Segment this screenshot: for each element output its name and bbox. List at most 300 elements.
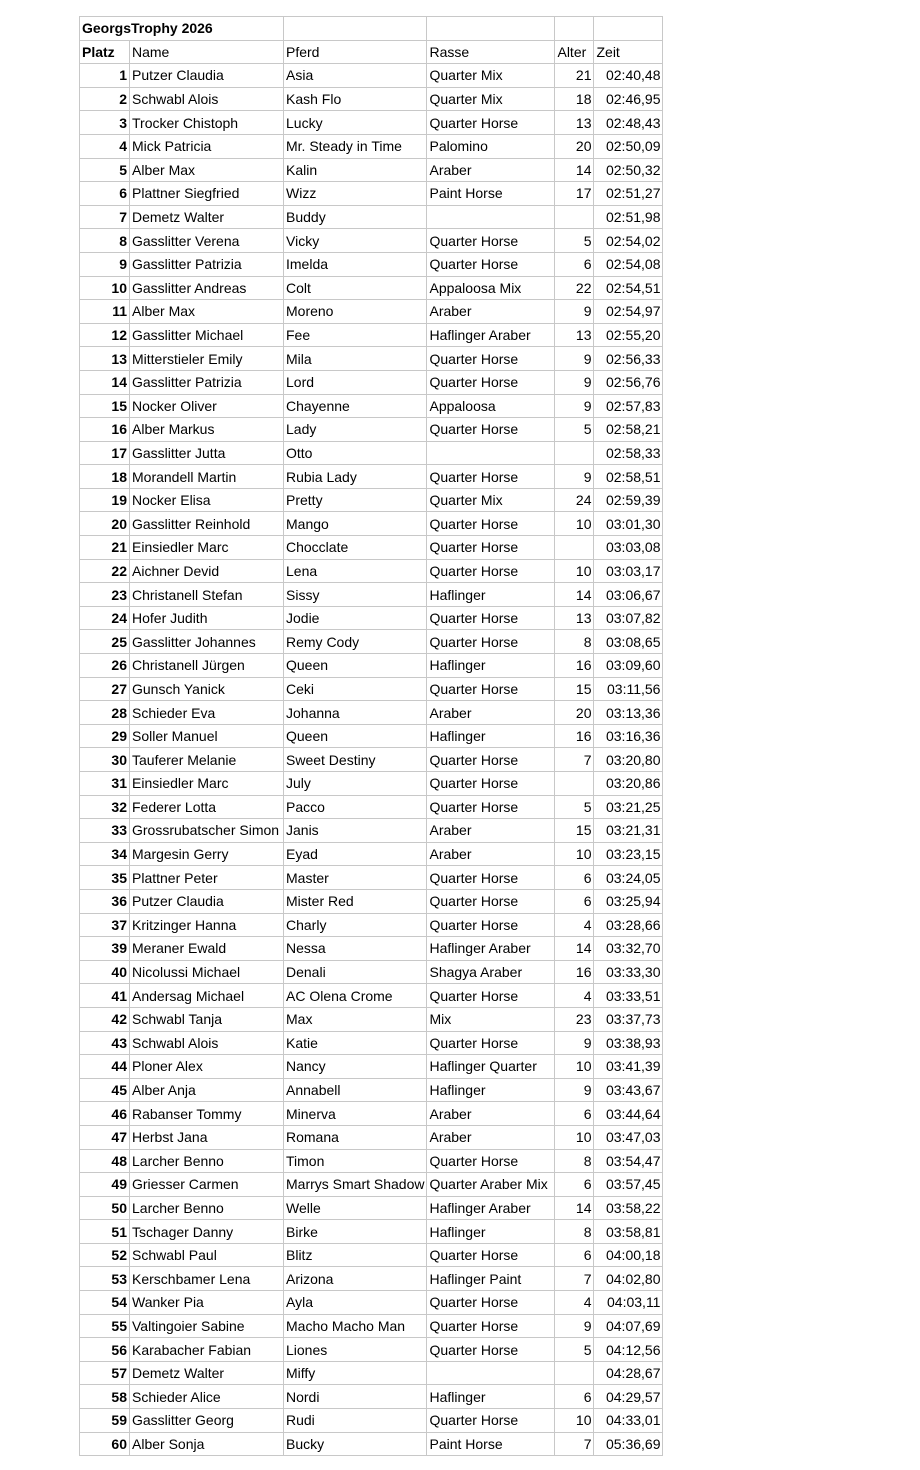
- cell-alter: 16: [555, 654, 594, 678]
- cell-pferd: Annabell: [284, 1078, 427, 1102]
- cell-alter: 14: [555, 1196, 594, 1220]
- empty-cell: [555, 17, 594, 41]
- cell-platz: 51: [80, 1220, 130, 1244]
- cell-name: Gasslitter Patrizia: [130, 370, 284, 394]
- cell-alter: 17: [555, 182, 594, 206]
- cell-alter: 5: [555, 229, 594, 253]
- cell-name: Christanell Stefan: [130, 583, 284, 607]
- cell-rasse: Araber: [427, 842, 555, 866]
- cell-alter: 14: [555, 158, 594, 182]
- cell-alter: 22: [555, 276, 594, 300]
- cell-platz: 3: [80, 111, 130, 135]
- cell-zeit: 05:36,69: [594, 1432, 663, 1456]
- table-row: [80, 134, 663, 158]
- title-row: [80, 17, 663, 41]
- cell-platz: 13: [80, 347, 130, 371]
- cell-rasse: Haflinger: [427, 654, 555, 678]
- cell-name: Gunsch Yanick: [130, 677, 284, 701]
- cell-rasse: Quarter Horse: [427, 772, 555, 796]
- header-pferd: Pferd: [284, 40, 427, 64]
- cell-platz: 11: [80, 300, 130, 324]
- cell-alter: 5: [555, 1338, 594, 1362]
- cell-alter: [555, 772, 594, 796]
- cell-zeit: 02:54,08: [594, 252, 663, 276]
- table-row: [80, 1267, 663, 1291]
- cell-pferd: Rudi: [284, 1409, 427, 1433]
- table-row: [80, 795, 663, 819]
- cell-alter: 10: [555, 842, 594, 866]
- cell-zeit: 03:37,73: [594, 1007, 663, 1031]
- cell-alter: 15: [555, 819, 594, 843]
- cell-name: Tschager Danny: [130, 1220, 284, 1244]
- cell-platz: 4: [80, 134, 130, 158]
- cell-platz: 5: [80, 158, 130, 182]
- cell-name: Alber Max: [130, 158, 284, 182]
- cell-pferd: Nancy: [284, 1055, 427, 1079]
- cell-name: Schwabl Paul: [130, 1243, 284, 1267]
- cell-pferd: Ayla: [284, 1291, 427, 1315]
- cell-alter: 6: [555, 1385, 594, 1409]
- table-row: [80, 1409, 663, 1433]
- cell-alter: 7: [555, 1267, 594, 1291]
- cell-name: Hofer Judith: [130, 606, 284, 630]
- cell-pferd: Nordi: [284, 1385, 427, 1409]
- cell-zeit: 03:21,31: [594, 819, 663, 843]
- cell-zeit: 03:13,36: [594, 701, 663, 725]
- cell-zeit: 03:33,30: [594, 960, 663, 984]
- cell-zeit: 02:40,48: [594, 64, 663, 88]
- cell-rasse: Quarter Horse: [427, 677, 555, 701]
- cell-pferd: Welle: [284, 1196, 427, 1220]
- table-row: [80, 1031, 663, 1055]
- table-row: [80, 1196, 663, 1220]
- cell-alter: 9: [555, 300, 594, 324]
- cell-pferd: Chayenne: [284, 394, 427, 418]
- cell-rasse: Haflinger: [427, 724, 555, 748]
- cell-platz: 36: [80, 889, 130, 913]
- cell-rasse: Quarter Horse: [427, 559, 555, 583]
- cell-zeit: 02:46,95: [594, 87, 663, 111]
- cell-alter: 9: [555, 1078, 594, 1102]
- table-row: [80, 1102, 663, 1126]
- table-row: [80, 1432, 663, 1456]
- cell-pferd: Sissy: [284, 583, 427, 607]
- cell-rasse: Quarter Horse: [427, 1338, 555, 1362]
- cell-alter: [555, 1361, 594, 1385]
- cell-zeit: 02:51,98: [594, 205, 663, 229]
- cell-zeit: 02:58,51: [594, 465, 663, 489]
- cell-platz: 54: [80, 1291, 130, 1315]
- cell-alter: 24: [555, 488, 594, 512]
- cell-name: Wanker Pia: [130, 1291, 284, 1315]
- cell-pferd: Asia: [284, 64, 427, 88]
- table-row: [80, 1125, 663, 1149]
- cell-pferd: Minerva: [284, 1102, 427, 1126]
- cell-zeit: 03:28,66: [594, 913, 663, 937]
- cell-zeit: 03:24,05: [594, 866, 663, 890]
- cell-alter: [555, 536, 594, 560]
- cell-zeit: 03:20,86: [594, 772, 663, 796]
- cell-alter: 8: [555, 1149, 594, 1173]
- cell-platz: 10: [80, 276, 130, 300]
- cell-name: Christanell Jürgen: [130, 654, 284, 678]
- cell-alter: 8: [555, 1220, 594, 1244]
- cell-alter: 20: [555, 134, 594, 158]
- cell-rasse: Quarter Horse: [427, 1291, 555, 1315]
- cell-name: Herbst Jana: [130, 1125, 284, 1149]
- cell-zeit: 02:57,83: [594, 394, 663, 418]
- table-row: [80, 960, 663, 984]
- cell-alter: 23: [555, 1007, 594, 1031]
- cell-rasse: Araber: [427, 300, 555, 324]
- table-row: [80, 1055, 663, 1079]
- header-alter: Alter: [555, 40, 594, 64]
- table-row: [80, 1314, 663, 1338]
- cell-alter: 14: [555, 937, 594, 961]
- cell-name: Ploner Alex: [130, 1055, 284, 1079]
- cell-alter: 7: [555, 748, 594, 772]
- cell-rasse: Quarter Horse: [427, 748, 555, 772]
- cell-alter: 6: [555, 866, 594, 890]
- cell-zeit: 02:48,43: [594, 111, 663, 135]
- cell-pferd: Queen: [284, 724, 427, 748]
- empty-cell: [284, 17, 427, 41]
- cell-rasse: [427, 205, 555, 229]
- table-row: [80, 536, 663, 560]
- cell-pferd: Fee: [284, 323, 427, 347]
- cell-pferd: Birke: [284, 1220, 427, 1244]
- cell-zeit: 03:47,03: [594, 1125, 663, 1149]
- cell-zeit: 04:07,69: [594, 1314, 663, 1338]
- cell-zeit: 04:29,57: [594, 1385, 663, 1409]
- cell-name: Gasslitter Michael: [130, 323, 284, 347]
- cell-pferd: Otto: [284, 441, 427, 465]
- table-row: [80, 772, 663, 796]
- cell-pferd: Janis: [284, 819, 427, 843]
- cell-alter: [555, 441, 594, 465]
- table-row: [80, 937, 663, 961]
- cell-rasse: Quarter Horse: [427, 252, 555, 276]
- cell-zeit: 03:09,60: [594, 654, 663, 678]
- cell-name: Larcher Benno: [130, 1196, 284, 1220]
- cell-name: Karabacher Fabian: [130, 1338, 284, 1362]
- cell-platz: 45: [80, 1078, 130, 1102]
- header-rasse: Rasse: [427, 40, 555, 64]
- cell-alter: 9: [555, 1314, 594, 1338]
- cell-pferd: Buddy: [284, 205, 427, 229]
- cell-rasse: Shagya Araber: [427, 960, 555, 984]
- cell-alter: 14: [555, 583, 594, 607]
- cell-rasse: Paint Horse: [427, 1432, 555, 1456]
- cell-pferd: Marrys Smart Shadow: [284, 1173, 427, 1197]
- cell-name: Schieder Eva: [130, 701, 284, 725]
- cell-alter: 10: [555, 1409, 594, 1433]
- cell-rasse: Haflinger: [427, 1078, 555, 1102]
- table-row: [80, 370, 663, 394]
- cell-pferd: Charly: [284, 913, 427, 937]
- cell-zeit: 02:51,27: [594, 182, 663, 206]
- cell-alter: [555, 205, 594, 229]
- cell-rasse: Mix: [427, 1007, 555, 1031]
- cell-alter: 6: [555, 252, 594, 276]
- cell-rasse: Haflinger Paint: [427, 1267, 555, 1291]
- cell-alter: 13: [555, 323, 594, 347]
- cell-platz: 48: [80, 1149, 130, 1173]
- cell-pferd: Timon: [284, 1149, 427, 1173]
- table-row: [80, 300, 663, 324]
- cell-pferd: Macho Macho Man: [284, 1314, 427, 1338]
- header-zeit: Zeit: [594, 40, 663, 64]
- cell-rasse: Haflinger: [427, 583, 555, 607]
- cell-zeit: 03:25,94: [594, 889, 663, 913]
- cell-platz: 33: [80, 819, 130, 843]
- cell-pferd: Katie: [284, 1031, 427, 1055]
- cell-pferd: AC Olena Crome: [284, 984, 427, 1008]
- cell-name: Tauferer Melanie: [130, 748, 284, 772]
- table-row: [80, 654, 663, 678]
- cell-platz: 20: [80, 512, 130, 536]
- cell-pferd: Bucky: [284, 1432, 427, 1456]
- cell-zeit: 03:32,70: [594, 937, 663, 961]
- cell-zeit: 03:54,47: [594, 1149, 663, 1173]
- cell-platz: 49: [80, 1173, 130, 1197]
- cell-name: Alber Markus: [130, 418, 284, 442]
- cell-platz: 52: [80, 1243, 130, 1267]
- cell-name: Putzer Claudia: [130, 889, 284, 913]
- cell-zeit: 03:06,67: [594, 583, 663, 607]
- table-row: [80, 559, 663, 583]
- cell-alter: 10: [555, 1055, 594, 1079]
- cell-zeit: 02:56,76: [594, 370, 663, 394]
- cell-zeit: 03:07,82: [594, 606, 663, 630]
- table-row: [80, 889, 663, 913]
- cell-pferd: Liones: [284, 1338, 427, 1362]
- cell-rasse: Quarter Horse: [427, 229, 555, 253]
- table-row: [80, 252, 663, 276]
- cell-alter: 10: [555, 1125, 594, 1149]
- table-row: [80, 323, 663, 347]
- cell-rasse: Araber: [427, 1102, 555, 1126]
- cell-alter: 13: [555, 606, 594, 630]
- table-row: [80, 441, 663, 465]
- cell-platz: 2: [80, 87, 130, 111]
- cell-pferd: Pacco: [284, 795, 427, 819]
- cell-platz: 55: [80, 1314, 130, 1338]
- cell-rasse: Quarter Araber Mix: [427, 1173, 555, 1197]
- cell-pferd: Chocclate: [284, 536, 427, 560]
- table-row: [80, 1361, 663, 1385]
- cell-name: Alber Anja: [130, 1078, 284, 1102]
- cell-pferd: Imelda: [284, 252, 427, 276]
- cell-alter: 8: [555, 630, 594, 654]
- cell-name: Gasslitter Verena: [130, 229, 284, 253]
- cell-platz: 53: [80, 1267, 130, 1291]
- cell-zeit: 02:59,39: [594, 488, 663, 512]
- cell-pferd: Moreno: [284, 300, 427, 324]
- cell-name: Rabanser Tommy: [130, 1102, 284, 1126]
- cell-alter: 15: [555, 677, 594, 701]
- results-table-body: [80, 17, 663, 1456]
- cell-name: Gasslitter Andreas: [130, 276, 284, 300]
- table-row: [80, 229, 663, 253]
- cell-alter: 9: [555, 465, 594, 489]
- cell-pferd: Max: [284, 1007, 427, 1031]
- cell-platz: 31: [80, 772, 130, 796]
- cell-rasse: Quarter Horse: [427, 1409, 555, 1433]
- table-row: [80, 1149, 663, 1173]
- table-row: [80, 748, 663, 772]
- cell-name: Kerschbamer Lena: [130, 1267, 284, 1291]
- cell-pferd: Remy Cody: [284, 630, 427, 654]
- cell-zeit: 03:08,65: [594, 630, 663, 654]
- cell-name: Schieder Alice: [130, 1385, 284, 1409]
- cell-zeit: 02:54,97: [594, 300, 663, 324]
- cell-zeit: 03:57,45: [594, 1173, 663, 1197]
- cell-zeit: 03:11,56: [594, 677, 663, 701]
- table-row: [80, 1078, 663, 1102]
- header-row: [80, 40, 663, 64]
- cell-zeit: 04:33,01: [594, 1409, 663, 1433]
- cell-platz: 22: [80, 559, 130, 583]
- cell-platz: 21: [80, 536, 130, 560]
- cell-name: Kritzinger Hanna: [130, 913, 284, 937]
- cell-rasse: Paint Horse: [427, 182, 555, 206]
- cell-alter: 4: [555, 984, 594, 1008]
- cell-alter: 9: [555, 394, 594, 418]
- cell-name: Larcher Benno: [130, 1149, 284, 1173]
- cell-alter: 20: [555, 701, 594, 725]
- cell-zeit: 03:33,51: [594, 984, 663, 1008]
- cell-pferd: Mango: [284, 512, 427, 536]
- cell-pferd: Rubia Lady: [284, 465, 427, 489]
- cell-name: Margesin Gerry: [130, 842, 284, 866]
- cell-platz: 9: [80, 252, 130, 276]
- cell-platz: 57: [80, 1361, 130, 1385]
- cell-name: Gasslitter Johannes: [130, 630, 284, 654]
- cell-name: Nocker Oliver: [130, 394, 284, 418]
- cell-platz: 23: [80, 583, 130, 607]
- table-row: [80, 913, 663, 937]
- cell-name: Morandell Martin: [130, 465, 284, 489]
- cell-zeit: 03:16,36: [594, 724, 663, 748]
- cell-rasse: Araber: [427, 1125, 555, 1149]
- cell-name: Einsiedler Marc: [130, 772, 284, 796]
- cell-rasse: Palomino: [427, 134, 555, 158]
- cell-zeit: 04:00,18: [594, 1243, 663, 1267]
- cell-zeit: 03:58,22: [594, 1196, 663, 1220]
- cell-zeit: 03:44,64: [594, 1102, 663, 1126]
- cell-rasse: [427, 441, 555, 465]
- cell-rasse: Haflinger Araber: [427, 323, 555, 347]
- cell-platz: 43: [80, 1031, 130, 1055]
- table-row: [80, 87, 663, 111]
- cell-platz: 24: [80, 606, 130, 630]
- cell-name: Schwabl Alois: [130, 87, 284, 111]
- cell-zeit: 02:56,33: [594, 347, 663, 371]
- cell-rasse: Quarter Mix: [427, 488, 555, 512]
- cell-pferd: Arizona: [284, 1267, 427, 1291]
- cell-alter: 6: [555, 889, 594, 913]
- cell-platz: 34: [80, 842, 130, 866]
- table-row: [80, 724, 663, 748]
- cell-rasse: Quarter Horse: [427, 984, 555, 1008]
- cell-zeit: 02:54,02: [594, 229, 663, 253]
- cell-platz: 59: [80, 1409, 130, 1433]
- cell-name: Trocker Chistoph: [130, 111, 284, 135]
- cell-rasse: Quarter Mix: [427, 64, 555, 88]
- cell-rasse: Quarter Horse: [427, 1314, 555, 1338]
- cell-alter: 7: [555, 1432, 594, 1456]
- cell-pferd: Lady: [284, 418, 427, 442]
- empty-cell: [427, 17, 555, 41]
- cell-alter: 9: [555, 1031, 594, 1055]
- cell-name: Gasslitter Jutta: [130, 441, 284, 465]
- cell-platz: 27: [80, 677, 130, 701]
- cell-platz: 35: [80, 866, 130, 890]
- table-row: [80, 205, 663, 229]
- cell-zeit: 02:50,09: [594, 134, 663, 158]
- cell-pferd: Lord: [284, 370, 427, 394]
- cell-rasse: [427, 1361, 555, 1385]
- cell-zeit: 03:23,15: [594, 842, 663, 866]
- header-name: Name: [130, 40, 284, 64]
- cell-alter: 4: [555, 1291, 594, 1315]
- cell-pferd: Johanna: [284, 701, 427, 725]
- table-row: [80, 630, 663, 654]
- table-row: [80, 1220, 663, 1244]
- table-row: [80, 418, 663, 442]
- cell-rasse: Appaloosa: [427, 394, 555, 418]
- cell-alter: 6: [555, 1173, 594, 1197]
- cell-zeit: 03:43,67: [594, 1078, 663, 1102]
- cell-platz: 42: [80, 1007, 130, 1031]
- cell-pferd: Master: [284, 866, 427, 890]
- cell-platz: 28: [80, 701, 130, 725]
- cell-name: Einsiedler Marc: [130, 536, 284, 560]
- cell-name: Alber Max: [130, 300, 284, 324]
- table-row: [80, 488, 663, 512]
- cell-rasse: Haflinger: [427, 1385, 555, 1409]
- cell-name: Aichner Devid: [130, 559, 284, 583]
- cell-platz: 37: [80, 913, 130, 937]
- cell-name: Soller Manuel: [130, 724, 284, 748]
- cell-pferd: Vicky: [284, 229, 427, 253]
- table-row: [80, 1007, 663, 1031]
- empty-cell: [594, 17, 663, 41]
- cell-platz: 12: [80, 323, 130, 347]
- cell-alter: 6: [555, 1243, 594, 1267]
- cell-platz: 60: [80, 1432, 130, 1456]
- cell-platz: 39: [80, 937, 130, 961]
- cell-rasse: Quarter Horse: [427, 913, 555, 937]
- cell-platz: 30: [80, 748, 130, 772]
- cell-name: Schwabl Alois: [130, 1031, 284, 1055]
- cell-name: Griesser Carmen: [130, 1173, 284, 1197]
- cell-name: Mick Patricia: [130, 134, 284, 158]
- cell-pferd: July: [284, 772, 427, 796]
- cell-platz: 50: [80, 1196, 130, 1220]
- cell-zeit: 03:58,81: [594, 1220, 663, 1244]
- sheet-title: GeorgsTrophy 2026: [80, 17, 284, 41]
- cell-name: Meraner Ewald: [130, 937, 284, 961]
- cell-zeit: 04:02,80: [594, 1267, 663, 1291]
- cell-pferd: Mr. Steady in Time: [284, 134, 427, 158]
- cell-alter: 9: [555, 347, 594, 371]
- cell-pferd: Denali: [284, 960, 427, 984]
- cell-name: Plattner Siegfried: [130, 182, 284, 206]
- cell-rasse: Quarter Horse: [427, 536, 555, 560]
- cell-platz: 56: [80, 1338, 130, 1362]
